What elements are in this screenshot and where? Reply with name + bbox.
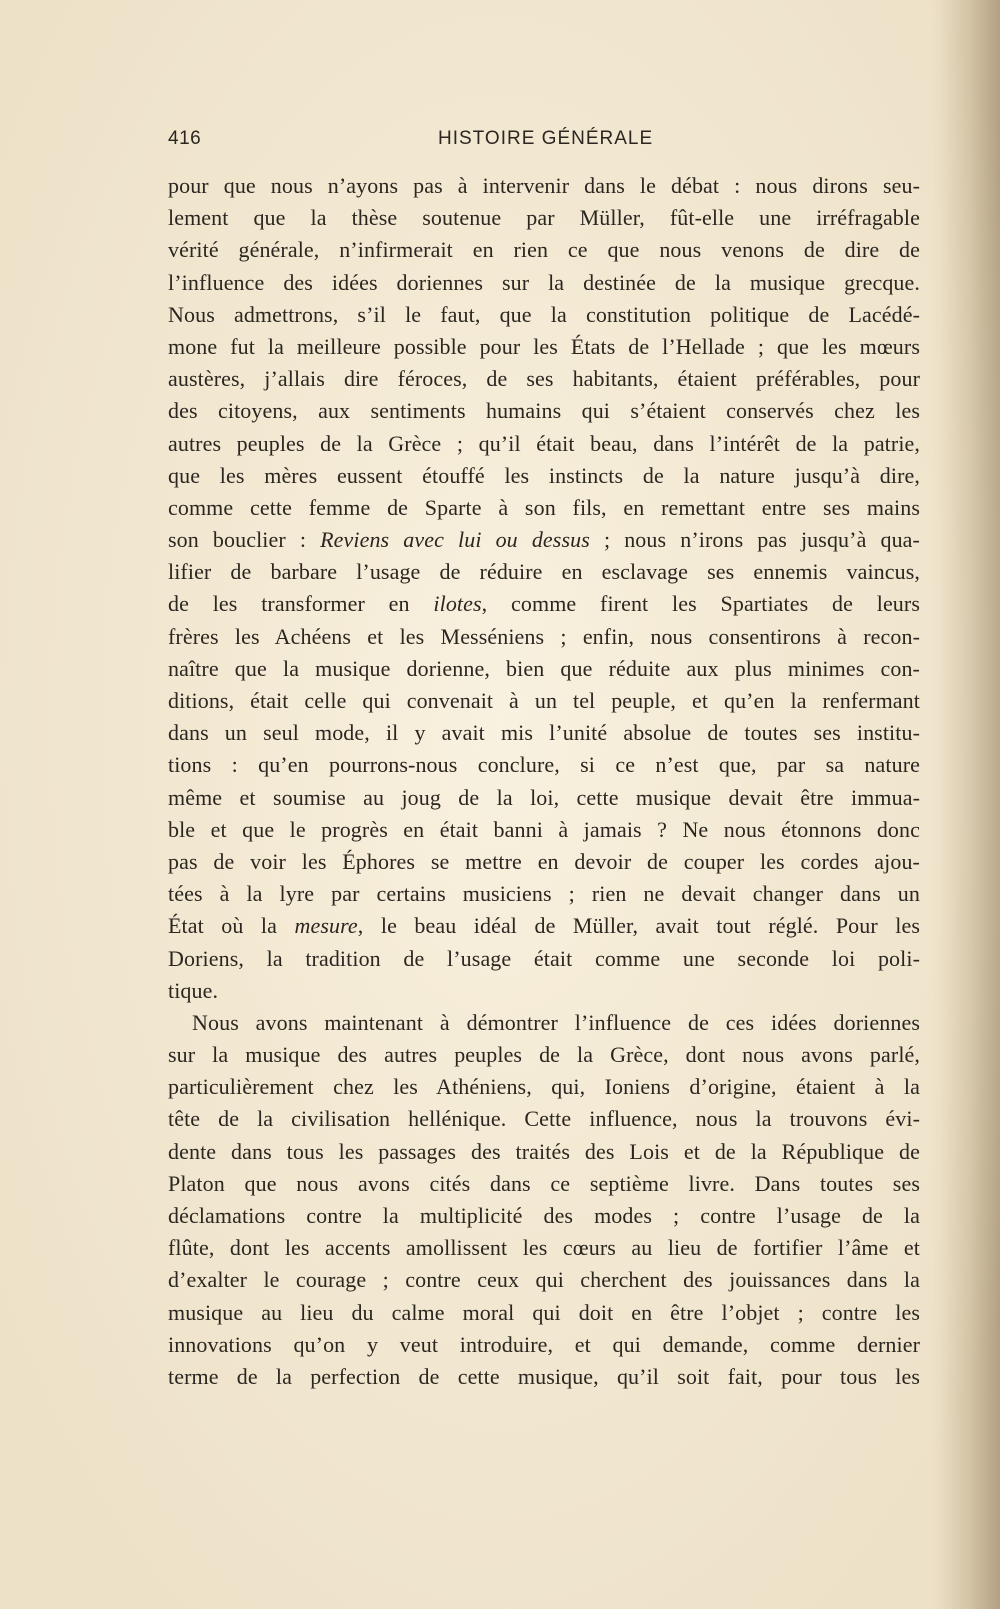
text-line: l’influence des idées doriennes sur la destinée de la musique grecque. [168, 269, 920, 295]
italic-quote: Reviens avec lui ou dessus [320, 527, 590, 553]
text-line: dans un seul mode, il y avait mis l’unité absolue de toutes ses institu- [168, 720, 920, 746]
italic-term: ilotes [433, 591, 482, 617]
text-line: même et soumise au joug de la loi, cette musique devait être immua- [168, 784, 920, 810]
text-line: autres peuples de la Grèce ; qu’il était beau, dans l’intérêt de la patrie, [168, 430, 920, 456]
text-segment: , le beau idéal de Müller, avait tout réglé. Pour les [357, 913, 920, 939]
page-number: 416 [168, 128, 202, 149]
text-line: tête de la civilisation hellénique. Cette influence, nous la trouvons évi- [168, 1106, 920, 1132]
text-line: austères, j’allais dire féroces, de ses habitants, étaient préférables, pour [168, 366, 920, 392]
text-line-with-italic [168, 524, 920, 556]
text-line: sur la musique des autres peuples de la Grèce, dont nous avons parlé, [168, 1042, 920, 1068]
text-line: lement que la thèse soutenue par Müller, fût-elle une irréfragable [168, 205, 920, 231]
text-line: flûte, dont les accents amollissent les cœurs au lieu de fortifier l’âme et [168, 1235, 920, 1261]
text-line: comme cette femme de Sparte à son fils, en remettant entre ses mains [168, 494, 920, 520]
text-line-paragraph-end: tique. [168, 977, 219, 1003]
text-line-with-italic [168, 910, 920, 942]
text-line: tions : qu’en pourrons-nous conclure, si ce n’est que, par sa nature [168, 752, 920, 778]
text-line: innovations qu’on y veut introduire, et qui demande, comme dernier [168, 1331, 920, 1357]
text-line: frères les Achéens et les Messéniens ; enfin, nous consentirons à recon- [168, 623, 920, 649]
text-line-with-italic [168, 588, 920, 620]
running-head [168, 128, 920, 158]
paragraph-first-line: Nous avons maintenant à démontrer l’influence de ces idées doriennes [192, 1009, 920, 1035]
body-text [168, 170, 920, 1393]
text-line: déclamations contre la multiplicité des modes ; contre l’usage de la [168, 1203, 920, 1228]
text-segment: de les transformer en [168, 591, 434, 617]
text-line: musique au lieu du calme moral qui doit en être l’objet ; contre les [168, 1299, 920, 1325]
text-line: mone fut la meilleure possible pour les États de l’Hellade ; que les mœurs [168, 333, 920, 359]
text-line: des citoyens, aux sentiments humains qui s’étaient conservés chez les [168, 398, 920, 424]
text-line: que les mères eussent étouffé les instincts de la nature jusqu’à dire, [168, 462, 920, 488]
text-line: pour que nous n’ayons pas à intervenir dans le débat : nous dirons seu- [168, 173, 920, 198]
text-line: Platon que nous avons cités dans ce septième livre. Dans toutes ses [168, 1170, 920, 1196]
running-title: HISTOIRE GÉNÉRALE [438, 128, 654, 149]
text-segment: son bouclier : [168, 527, 321, 553]
text-line: pas de voir les Éphores se mettre en devoir de couper les cordes ajou- [168, 848, 920, 874]
text-line: dente dans tous les passages des traités des Lois et de la République de [168, 1138, 920, 1164]
text-segment: État où la [168, 913, 295, 939]
page-edge-shadow [940, 0, 1000, 1609]
text-segment: , comme firent les Spartiates de leurs [481, 591, 920, 617]
text-line: naître que la musique dorienne, bien que réduite aux plus minimes con- [168, 655, 920, 681]
text-line: tées à la lyre par certains musiciens ; rien ne devait changer dans un [168, 881, 920, 907]
text-segment: ; nous n’irons pas jusqu’à qua- [589, 527, 920, 553]
italic-term: mesure [294, 913, 358, 939]
text-line: d’exalter le courage ; contre ceux qui cherchent des jouissances dans la [168, 1267, 920, 1293]
text-line: ble et que le progrès en était banni à jamais ? Ne nous étonnons donc [168, 816, 920, 842]
text-line: particulièrement chez les Athéniens, qui, Ioniens d’origine, étaient à la [168, 1074, 920, 1100]
text-line: vérité générale, n’infirmerait en rien ce que nous venons de dire de [168, 237, 920, 263]
text-line: Nous admettrons, s’il le faut, que la constitution politique de Lacédé- [168, 301, 920, 327]
text-line: terme de la perfection de cette musique, qu’il soit fait, pour tous les [168, 1363, 920, 1389]
text-line: ditions, était celle qui convenait à un tel peuple, et qu’en la renfermant [168, 688, 920, 713]
text-line: Doriens, la tradition de l’usage était comme une seconde loi poli- [168, 945, 920, 971]
text-line: lifier de barbare l’usage de réduire en esclavage ses ennemis vaincus, [168, 559, 920, 585]
